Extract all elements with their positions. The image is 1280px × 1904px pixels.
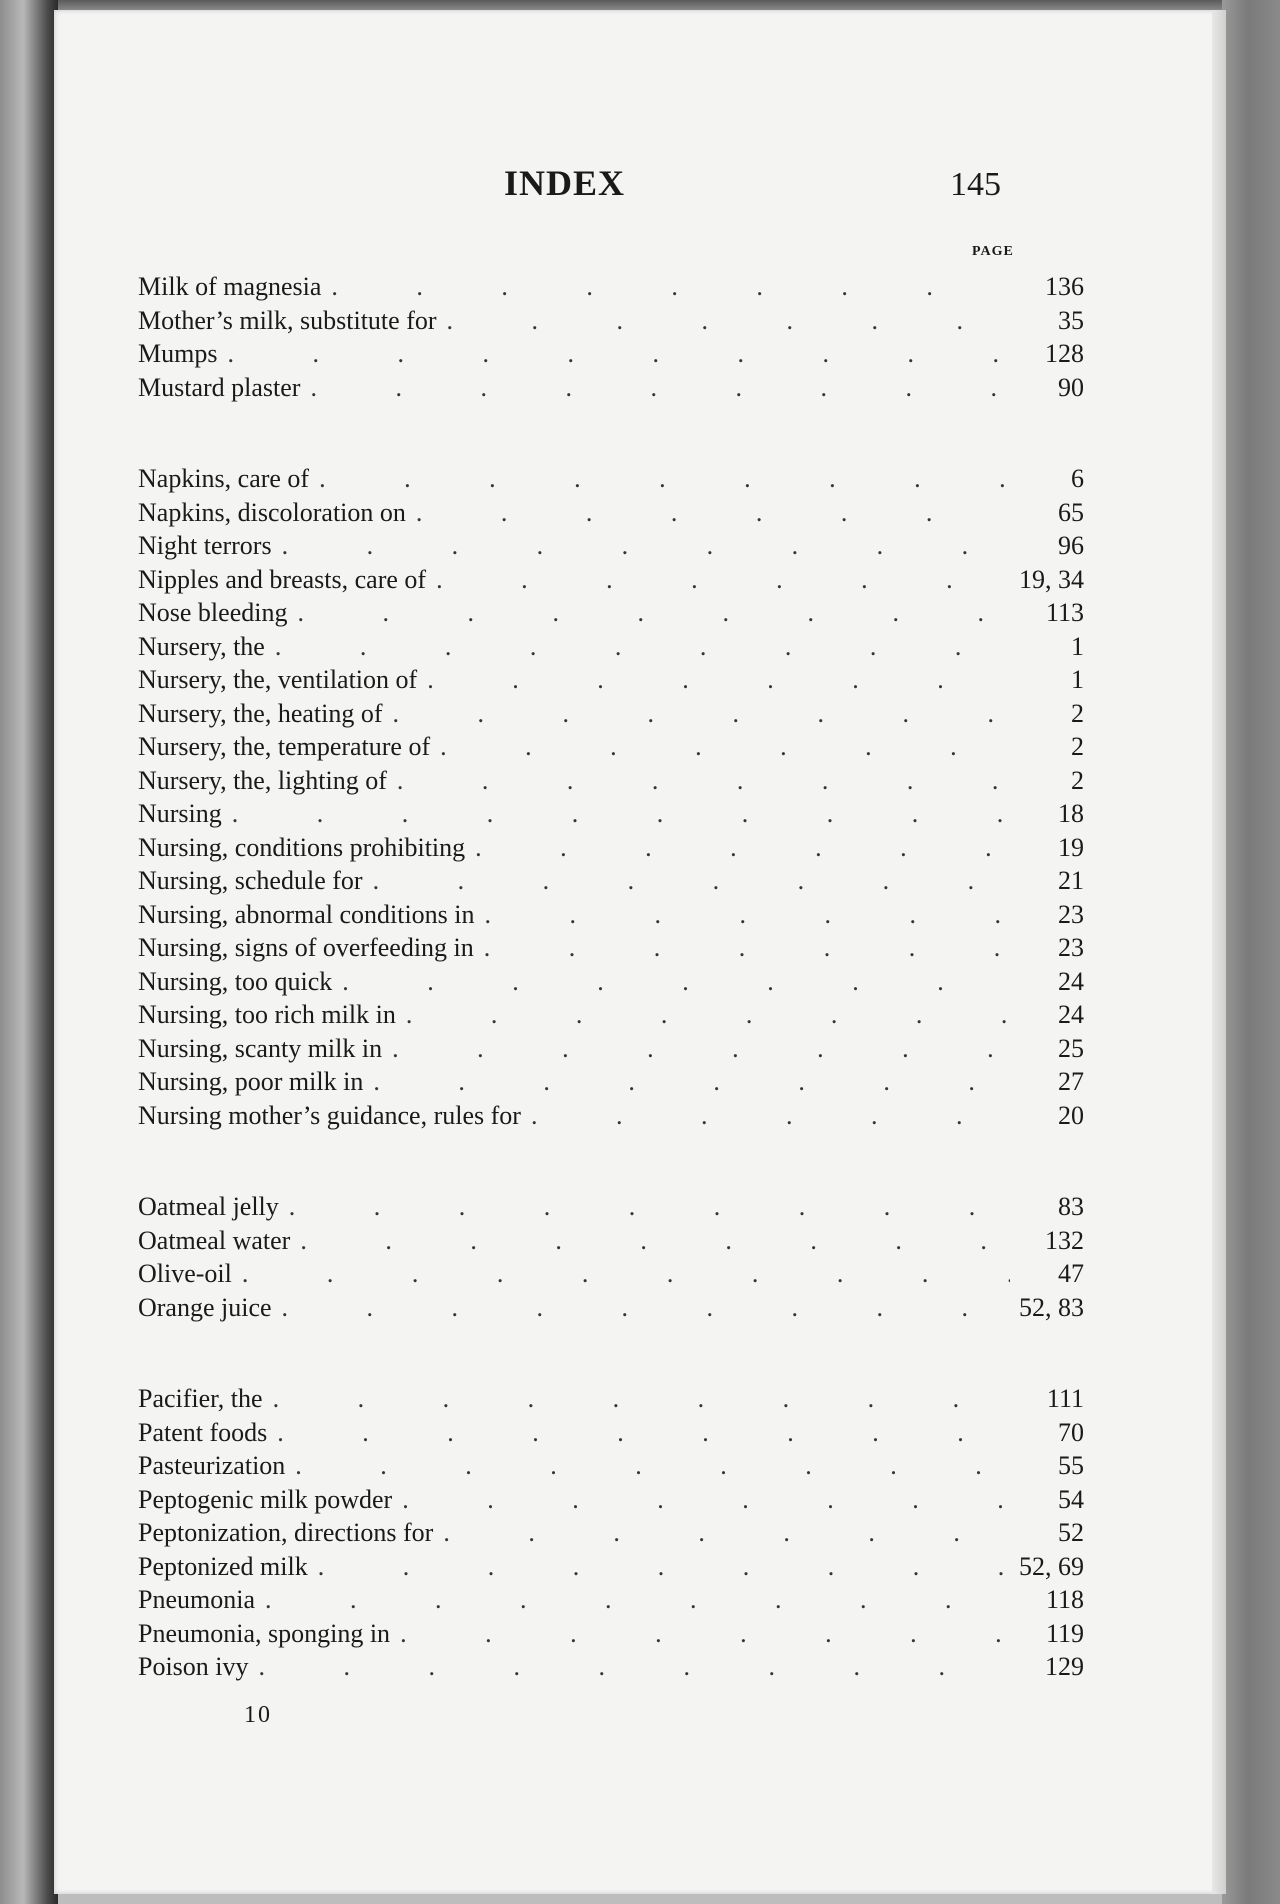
- index-section: [138, 464, 1084, 1134]
- dot-leader: [297, 598, 1010, 628]
- index-term: Napkins, care of: [138, 464, 310, 493]
- index-page-ref: 23: [1058, 899, 1084, 929]
- index-entry: [138, 967, 1084, 1001]
- index-entry: [138, 1226, 1084, 1260]
- index-entry: [138, 306, 1084, 340]
- index-page-ref: 52: [1058, 1518, 1084, 1547]
- index-entry: [138, 1067, 1084, 1101]
- dot-leader: [531, 1101, 1010, 1131]
- index-term: Peptonization, directions for: [138, 1518, 434, 1547]
- index-page-ref: 96: [1058, 531, 1084, 560]
- dot-leader: [373, 866, 1010, 896]
- index-page-ref: 119: [1045, 1618, 1084, 1648]
- index-page-ref: 24: [1058, 1000, 1084, 1029]
- index-page-ref: 2: [1071, 698, 1084, 728]
- index-term: Nursing, scanty milk in: [138, 1033, 383, 1063]
- index-term: Nursing, too rich milk in: [138, 1000, 396, 1029]
- dot-leader: [406, 1000, 1010, 1030]
- index-entry: [138, 833, 1084, 867]
- index-page-ref: 118: [1045, 1585, 1084, 1614]
- index-term: Olive-oil: [138, 1259, 232, 1288]
- index-page-ref: 19, 34: [1019, 564, 1084, 594]
- index-page-ref: 19: [1058, 832, 1084, 862]
- index-section: [138, 1384, 1084, 1686]
- index-term: Nursery, the, temperature of: [138, 732, 431, 761]
- index-term: Pneumonia: [138, 1585, 255, 1614]
- index-term: Napkins, discoloration on: [138, 497, 406, 527]
- page-number: 145: [950, 166, 1001, 203]
- index-term: Nursing: [138, 799, 222, 828]
- dot-leader: [259, 1652, 1010, 1682]
- index-entry: [138, 598, 1084, 632]
- index-page-ref: 111: [1046, 1384, 1084, 1413]
- index-entry: [138, 1259, 1084, 1293]
- index-entry: [138, 766, 1084, 800]
- dot-leader: [318, 1552, 1009, 1582]
- index-page-ref: 129: [1045, 1652, 1084, 1681]
- dot-leader: [277, 1418, 1010, 1448]
- index-page-ref: 90: [1058, 372, 1084, 402]
- dot-leader: [310, 373, 1010, 403]
- index-page-ref: 52, 83: [1019, 1292, 1084, 1322]
- index-term: Mother’s milk, substitute for: [138, 305, 437, 335]
- index-entry: [138, 1034, 1084, 1068]
- dot-leader: [427, 665, 1010, 695]
- index-page-ref: 55: [1058, 1451, 1084, 1480]
- index-entry: [138, 699, 1084, 733]
- index-term: Pacifier, the: [138, 1384, 263, 1413]
- index-entry: [138, 900, 1084, 934]
- index-entry: [138, 1418, 1084, 1452]
- dot-leader: [282, 1293, 1009, 1323]
- dot-leader: [475, 833, 1010, 863]
- index-entry: [138, 1552, 1084, 1586]
- index-term: Nose bleeding: [138, 598, 288, 627]
- index-entry: [138, 565, 1084, 599]
- page-column-heading: PAGE: [972, 244, 1014, 259]
- index-page-ref: 132: [1045, 1225, 1084, 1255]
- index-page-ref: 35: [1058, 305, 1084, 335]
- index-page-ref: 136: [1045, 272, 1084, 301]
- index-page-ref: 83: [1058, 1192, 1084, 1221]
- index-entry: [138, 1652, 1084, 1686]
- dot-leader: [265, 1585, 1010, 1615]
- index-page-ref: 70: [1058, 1417, 1084, 1447]
- dot-leader: [373, 1067, 1010, 1097]
- dot-leader: [393, 699, 1010, 729]
- index-term: Nursing, abnormal conditions in: [138, 899, 475, 929]
- dot-leader: [400, 1619, 1010, 1649]
- dot-leader: [485, 900, 1010, 930]
- index-entry: [138, 1293, 1084, 1327]
- index-term: Pneumonia, sponging in: [138, 1618, 391, 1648]
- dot-leader: [436, 565, 1009, 595]
- dot-leader: [416, 498, 1010, 528]
- index-entry: [138, 933, 1084, 967]
- index-term: Nursing, too quick: [138, 966, 333, 996]
- page-fold-shadow: [1212, 10, 1226, 1894]
- index-entry: [138, 1000, 1084, 1034]
- dot-leader: [319, 464, 1010, 494]
- dot-leader: [440, 732, 1010, 762]
- index-page-ref: 24: [1058, 966, 1084, 996]
- index-term: Nursing mother’s guidance, rules for: [138, 1100, 521, 1130]
- book-cover-edge: [1222, 0, 1280, 1904]
- book-spine-shadow: [0, 0, 58, 1904]
- index-term: Nursing, signs of overfeeding in: [138, 933, 474, 962]
- index-term: Nursing, schedule for: [138, 866, 363, 895]
- index-page-ref: 21: [1058, 866, 1084, 895]
- index-term: Oatmeal jelly: [138, 1192, 279, 1221]
- index-entry: [138, 531, 1084, 565]
- index-sections: [138, 272, 1084, 1744]
- index-entry: [138, 373, 1084, 407]
- dot-leader: [484, 933, 1010, 963]
- index-entry: [138, 1518, 1084, 1552]
- index-page-ref: 1: [1071, 665, 1084, 694]
- index-term: Peptogenic milk powder: [138, 1484, 393, 1514]
- index-term: Oatmeal water: [138, 1225, 291, 1255]
- index-term: Nipples and breasts, care of: [138, 564, 427, 594]
- index-page-ref: 52, 69: [1019, 1551, 1084, 1581]
- index-page-ref: 6: [1071, 464, 1084, 493]
- index-term: Orange juice: [138, 1292, 272, 1322]
- index-term: Nursery, the, ventilation of: [138, 665, 418, 694]
- index-entry: [138, 665, 1084, 699]
- dot-leader: [300, 1226, 1010, 1256]
- dot-leader: [289, 1192, 1010, 1222]
- index-section: [138, 272, 1084, 406]
- index-entry: [138, 1619, 1084, 1653]
- index-page-ref: 47: [1058, 1259, 1084, 1288]
- index-page-ref: 23: [1058, 933, 1084, 962]
- book-page: [54, 10, 1226, 1894]
- dot-leader: [273, 1384, 1010, 1414]
- index-entry: [138, 272, 1084, 306]
- dot-leader: [342, 967, 1010, 997]
- dot-leader: [397, 766, 1010, 796]
- index-term: Night terrors: [138, 531, 272, 560]
- index-term: Nursery, the, heating of: [138, 698, 383, 728]
- dot-leader: [232, 799, 1010, 829]
- index-entry: [138, 498, 1084, 532]
- index-entry: [138, 632, 1084, 666]
- dot-leader: [295, 1451, 1010, 1481]
- index-term: Milk of magnesia: [138, 272, 322, 301]
- index-entry: [138, 1451, 1084, 1485]
- index-page-ref: 20: [1058, 1100, 1084, 1130]
- index-entry: [138, 1585, 1084, 1619]
- index-section: [138, 1192, 1084, 1326]
- index-term: Mustard plaster: [138, 372, 301, 402]
- index-entry: [138, 732, 1084, 766]
- dot-leader: [447, 306, 1010, 336]
- index-entry: [138, 1485, 1084, 1519]
- index-page-ref: 2: [1071, 765, 1084, 795]
- page-title: INDEX: [504, 163, 626, 203]
- index-page-ref: 113: [1045, 598, 1084, 627]
- index-page-ref: 1: [1071, 631, 1084, 661]
- index-page-ref: 54: [1058, 1484, 1084, 1514]
- dot-leader: [443, 1518, 1010, 1548]
- index-entry: [138, 339, 1084, 373]
- index-entry: [138, 1101, 1084, 1135]
- index-term: Poison ivy: [138, 1652, 249, 1681]
- dot-leader: [227, 339, 1010, 369]
- dot-leader: [275, 632, 1010, 662]
- signature-mark: 10: [244, 1702, 272, 1728]
- index-term: Mumps: [138, 339, 218, 368]
- index-page-ref: 128: [1045, 339, 1084, 368]
- index-term: Nursing, conditions prohibiting: [138, 832, 466, 862]
- index-entry: [138, 866, 1084, 900]
- index-entry: [138, 1192, 1084, 1226]
- index-term: Nursery, the: [138, 631, 265, 661]
- index-term: Nursery, the, lighting of: [138, 765, 387, 795]
- index-entry: [138, 799, 1084, 833]
- index-term: Nursing, poor milk in: [138, 1067, 364, 1096]
- dot-leader: [331, 272, 1010, 302]
- index-entry: [138, 464, 1084, 498]
- dot-leader: [282, 531, 1010, 561]
- dot-leader: [242, 1259, 1010, 1289]
- index-term: Patent foods: [138, 1417, 268, 1447]
- index-page-ref: 25: [1058, 1033, 1084, 1063]
- dot-leader: [392, 1034, 1010, 1064]
- dot-leader: [402, 1485, 1010, 1515]
- index-entry: [138, 1384, 1084, 1418]
- index-page-ref: 65: [1058, 497, 1084, 527]
- index-page-ref: 2: [1071, 732, 1084, 761]
- index-page-ref: 27: [1058, 1067, 1084, 1096]
- index-term: Pasteurization: [138, 1451, 286, 1480]
- index-term: Peptonized milk: [138, 1551, 308, 1581]
- index-page-ref: 18: [1058, 799, 1084, 828]
